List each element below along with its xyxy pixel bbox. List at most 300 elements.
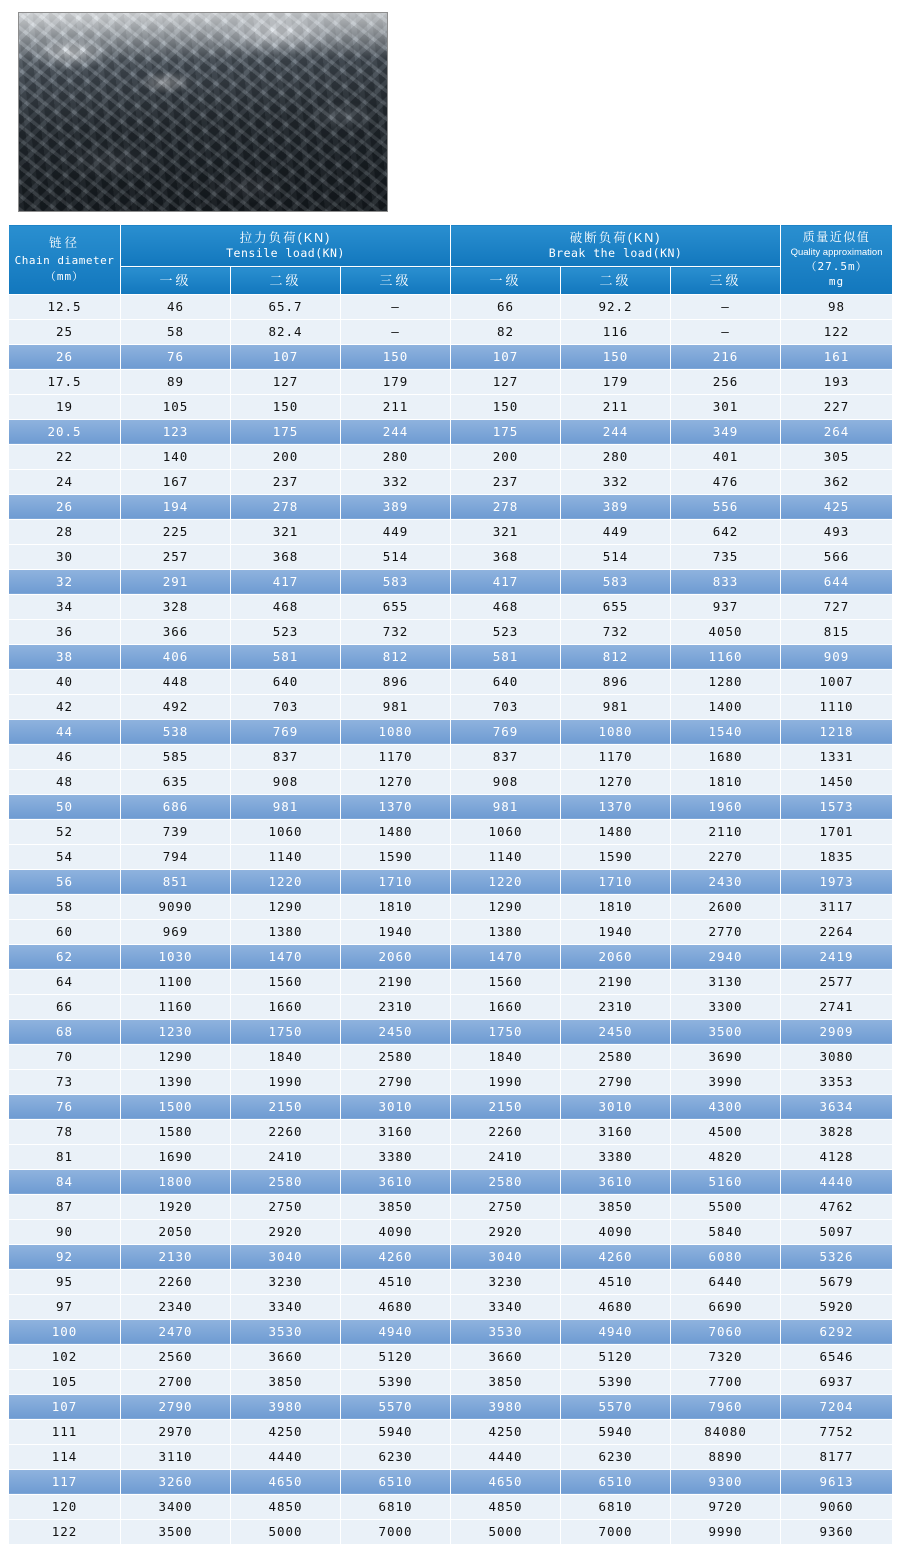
cell-value: 2450 — [341, 1019, 451, 1044]
cell-chain-diameter: 114 — [9, 1444, 121, 1469]
cell-value: 2470 — [121, 1319, 231, 1344]
cell-value: – — [671, 294, 781, 319]
cell-value: 5570 — [341, 1394, 451, 1419]
cell-value: 237 — [231, 469, 341, 494]
cell-value: 1480 — [561, 819, 671, 844]
cell-value: 4128 — [781, 1144, 893, 1169]
cell-value: 2110 — [671, 819, 781, 844]
cell-value: 448 — [121, 669, 231, 694]
cell-chain-diameter: 105 — [9, 1369, 121, 1394]
cell-value: 3040 — [231, 1244, 341, 1269]
cell-value: 175 — [231, 419, 341, 444]
cell-value: 7960 — [671, 1394, 781, 1419]
cell-value: 2790 — [561, 1069, 671, 1094]
cell-value: 9990 — [671, 1519, 781, 1544]
cell-value: 3828 — [781, 1119, 893, 1144]
cell-value: 2190 — [561, 969, 671, 994]
cell-value: 1680 — [671, 744, 781, 769]
cell-value: 2270 — [671, 844, 781, 869]
cell-chain-diameter: 120 — [9, 1494, 121, 1519]
header-breaking-grade-3: 三级 — [671, 267, 781, 294]
header-tensile-load-cn: 拉力负荷(KN) — [239, 230, 332, 245]
cell-value: 1270 — [561, 769, 671, 794]
cell-value: 216 — [671, 344, 781, 369]
table-row — [9, 1044, 893, 1069]
cell-chain-diameter: 97 — [9, 1294, 121, 1319]
cell-value: 321 — [451, 519, 561, 544]
cell-value: 981 — [451, 794, 561, 819]
cell-chain-diameter: 111 — [9, 1419, 121, 1444]
cell-chain-diameter: 66 — [9, 994, 121, 1019]
cell-value: 727 — [781, 594, 893, 619]
cell-value: 1590 — [561, 844, 671, 869]
cell-chain-diameter: 54 — [9, 844, 121, 869]
cell-value: 3040 — [451, 1244, 561, 1269]
cell-value: 9090 — [121, 894, 231, 919]
cell-chain-diameter: 81 — [9, 1144, 121, 1169]
cell-value: 107 — [231, 344, 341, 369]
cell-value: 76 — [121, 344, 231, 369]
cell-value: 6546 — [781, 1344, 893, 1369]
table-row — [9, 794, 893, 819]
cell-value: 492 — [121, 694, 231, 719]
table-row — [9, 894, 893, 919]
cell-chain-diameter: 17.5 — [9, 369, 121, 394]
cell-value: 2700 — [121, 1369, 231, 1394]
table-row — [9, 1144, 893, 1169]
cell-value: 7060 — [671, 1319, 781, 1344]
cell-value: 2060 — [561, 944, 671, 969]
cell-value: 1380 — [451, 919, 561, 944]
cell-chain-diameter: 32 — [9, 569, 121, 594]
cell-value: 1270 — [341, 769, 451, 794]
cell-value: 1110 — [781, 694, 893, 719]
cell-value: 368 — [451, 544, 561, 569]
cell-value: 635 — [121, 769, 231, 794]
cell-value: 417 — [451, 569, 561, 594]
header-quality-cn: 质量近似值 — [802, 230, 871, 244]
table-row — [9, 294, 893, 319]
table-row — [9, 919, 893, 944]
cell-value: 1290 — [121, 1044, 231, 1069]
cell-value: 769 — [231, 719, 341, 744]
cell-value: 84080 — [671, 1419, 781, 1444]
cell-value: 908 — [451, 769, 561, 794]
cell-value: 46 — [121, 294, 231, 319]
table-row — [9, 869, 893, 894]
table-row — [9, 619, 893, 644]
table-row — [9, 1394, 893, 1419]
cell-value: 116 — [561, 319, 671, 344]
cell-value: 4050 — [671, 619, 781, 644]
table-row — [9, 444, 893, 469]
cell-value: 523 — [231, 619, 341, 644]
cell-value: 305 — [781, 444, 893, 469]
cell-value: 65.7 — [231, 294, 341, 319]
table-row — [9, 644, 893, 669]
cell-value: 2060 — [341, 944, 451, 969]
cell-value: 3634 — [781, 1094, 893, 1119]
cell-value: 1170 — [561, 744, 671, 769]
cell-value: 6810 — [561, 1494, 671, 1519]
cell-chain-diameter: 12.5 — [9, 294, 121, 319]
cell-value: 7204 — [781, 1394, 893, 1419]
header-quality-approximation — [781, 225, 893, 295]
cell-value: 2577 — [781, 969, 893, 994]
cell-value: 4820 — [671, 1144, 781, 1169]
cell-value: 278 — [231, 494, 341, 519]
cell-value: 5000 — [451, 1519, 561, 1544]
table-row — [9, 519, 893, 544]
cell-value: 417 — [231, 569, 341, 594]
cell-value: 4500 — [671, 1119, 781, 1144]
cell-value: 4680 — [341, 1294, 451, 1319]
cell-value: 58 — [121, 319, 231, 344]
cell-value: 8890 — [671, 1444, 781, 1469]
product-photo — [18, 12, 388, 212]
cell-value: 1370 — [561, 794, 671, 819]
cell-value: 851 — [121, 869, 231, 894]
table-row — [9, 1519, 893, 1544]
cell-value: 4680 — [561, 1294, 671, 1319]
cell-value: 82.4 — [231, 319, 341, 344]
cell-value: 1060 — [231, 819, 341, 844]
cell-value: 1940 — [341, 919, 451, 944]
header-chain-diameter-unit: （mm） — [44, 269, 85, 283]
cell-value: 2580 — [341, 1044, 451, 1069]
cell-chain-diameter: 92 — [9, 1244, 121, 1269]
header-breaking-load — [451, 225, 781, 267]
cell-value: 7752 — [781, 1419, 893, 1444]
header-quality-en: Quality approximation — [790, 246, 883, 258]
cell-value: 332 — [341, 469, 451, 494]
cell-value: 1840 — [451, 1044, 561, 1069]
cell-value: 3530 — [451, 1319, 561, 1344]
table-row — [9, 494, 893, 519]
cell-value: 278 — [451, 494, 561, 519]
cell-value: 585 — [121, 744, 231, 769]
cell-value: 1940 — [561, 919, 671, 944]
cell-value: 425 — [781, 494, 893, 519]
cell-value: 1660 — [451, 994, 561, 1019]
cell-value: 4850 — [451, 1494, 561, 1519]
table-row — [9, 844, 893, 869]
cell-value: 6510 — [561, 1469, 671, 1494]
cell-value: 8177 — [781, 1444, 893, 1469]
cell-value: 2310 — [561, 994, 671, 1019]
cell-value: 244 — [561, 419, 671, 444]
cell-value: 556 — [671, 494, 781, 519]
cell-value: 2260 — [451, 1119, 561, 1144]
header-breaking-load-en: Break the load(KN) — [548, 246, 683, 261]
cell-value: 1400 — [671, 694, 781, 719]
table-row — [9, 369, 893, 394]
cell-value: 3980 — [451, 1394, 561, 1419]
cell-value: 150 — [341, 344, 451, 369]
cell-value: 161 — [781, 344, 893, 369]
cell-value: 150 — [451, 394, 561, 419]
cell-value: 2050 — [121, 1219, 231, 1244]
cell-value: 735 — [671, 544, 781, 569]
cell-value: 769 — [451, 719, 561, 744]
cell-value: 98 — [781, 294, 893, 319]
cell-value: 3080 — [781, 1044, 893, 1069]
cell-value: 406 — [121, 644, 231, 669]
cell-value: 981 — [341, 694, 451, 719]
cell-value: 4300 — [671, 1094, 781, 1119]
cell-chain-diameter: 26 — [9, 344, 121, 369]
cell-value: 514 — [341, 544, 451, 569]
cell-value: 5500 — [671, 1194, 781, 1219]
cell-value: 2909 — [781, 1019, 893, 1044]
table-row — [9, 994, 893, 1019]
cell-value: 2580 — [451, 1169, 561, 1194]
cell-value: 1750 — [451, 1019, 561, 1044]
cell-value: 5120 — [561, 1344, 671, 1369]
cell-value: 1080 — [341, 719, 451, 744]
cell-chain-diameter: 22 — [9, 444, 121, 469]
cell-value: 1160 — [671, 644, 781, 669]
cell-value: 194 — [121, 494, 231, 519]
cell-value: 1290 — [451, 894, 561, 919]
cell-chain-diameter: 46 — [9, 744, 121, 769]
header-breaking-grade-2: 二级 — [561, 267, 671, 294]
cell-value: 179 — [561, 369, 671, 394]
cell-value: 4650 — [231, 1469, 341, 1494]
cell-value: 566 — [781, 544, 893, 569]
cell-value: 66 — [451, 294, 561, 319]
cell-value: 1920 — [121, 1194, 231, 1219]
cell-value: 837 — [451, 744, 561, 769]
cell-value: 1573 — [781, 794, 893, 819]
cell-value: 7000 — [341, 1519, 451, 1544]
cell-value: 2190 — [341, 969, 451, 994]
cell-value: 7700 — [671, 1369, 781, 1394]
cell-value: 280 — [561, 444, 671, 469]
cell-value: 368 — [231, 544, 341, 569]
cell-value: 703 — [231, 694, 341, 719]
cell-value: 1560 — [231, 969, 341, 994]
cell-value: 583 — [561, 569, 671, 594]
table-row — [9, 819, 893, 844]
table-head — [9, 225, 893, 295]
cell-value: 1960 — [671, 794, 781, 819]
cell-value: 211 — [341, 394, 451, 419]
cell-value: 9613 — [781, 1469, 893, 1494]
cell-value: 167 — [121, 469, 231, 494]
cell-chain-diameter: 36 — [9, 619, 121, 644]
cell-value: 514 — [561, 544, 671, 569]
table-row — [9, 1019, 893, 1044]
cell-value: 3850 — [231, 1369, 341, 1394]
cell-value: 328 — [121, 594, 231, 619]
cell-value: 280 — [341, 444, 451, 469]
cell-value: 2130 — [121, 1244, 231, 1269]
cell-value: 3530 — [231, 1319, 341, 1344]
cell-value: 6937 — [781, 1369, 893, 1394]
cell-value: 2790 — [121, 1394, 231, 1419]
cell-value: 9720 — [671, 1494, 781, 1519]
cell-value: 105 — [121, 394, 231, 419]
table-row — [9, 1469, 893, 1494]
cell-value: 1990 — [231, 1069, 341, 1094]
cell-chain-diameter: 117 — [9, 1469, 121, 1494]
cell-value: 1140 — [451, 844, 561, 869]
cell-chain-diameter: 24 — [9, 469, 121, 494]
cell-chain-diameter: 25 — [9, 319, 121, 344]
cell-value: 6230 — [341, 1444, 451, 1469]
cell-value: 6810 — [341, 1494, 451, 1519]
table-row — [9, 669, 893, 694]
cell-value: 3110 — [121, 1444, 231, 1469]
cell-value: 476 — [671, 469, 781, 494]
cell-value: 1701 — [781, 819, 893, 844]
cell-value: 401 — [671, 444, 781, 469]
cell-value: 1170 — [341, 744, 451, 769]
cell-value: 3850 — [561, 1194, 671, 1219]
cell-value: 2560 — [121, 1344, 231, 1369]
cell-value: 812 — [561, 644, 671, 669]
cell-value: 583 — [341, 569, 451, 594]
cell-value: 3500 — [121, 1519, 231, 1544]
cell-value: 5000 — [231, 1519, 341, 1544]
cell-value: 9300 — [671, 1469, 781, 1494]
cell-value: 837 — [231, 744, 341, 769]
cell-value: 1218 — [781, 719, 893, 744]
cell-value: 6690 — [671, 1294, 781, 1319]
cell-value: 4510 — [561, 1269, 671, 1294]
cell-chain-diameter: 68 — [9, 1019, 121, 1044]
cell-value: 1480 — [341, 819, 451, 844]
cell-value: 1810 — [671, 769, 781, 794]
cell-value: 2410 — [451, 1144, 561, 1169]
cell-value: 140 — [121, 444, 231, 469]
cell-value: 3010 — [561, 1094, 671, 1119]
cell-value: 1835 — [781, 844, 893, 869]
cell-chain-diameter: 62 — [9, 944, 121, 969]
cell-value: 2770 — [671, 919, 781, 944]
cell-value: 1140 — [231, 844, 341, 869]
cell-value: 640 — [231, 669, 341, 694]
cell-value: 3500 — [671, 1019, 781, 1044]
cell-value: 642 — [671, 519, 781, 544]
cell-value: 1690 — [121, 1144, 231, 1169]
cell-value: 366 — [121, 619, 231, 644]
cell-value: 655 — [561, 594, 671, 619]
cell-value: 1030 — [121, 944, 231, 969]
header-quality-unit: （27.5m） — [805, 260, 868, 274]
cell-value: 909 — [781, 644, 893, 669]
cell-value: 493 — [781, 519, 893, 544]
cell-value: 175 — [451, 419, 561, 444]
cell-value: 2580 — [561, 1044, 671, 1069]
cell-value: 179 — [341, 369, 451, 394]
cell-value: 3230 — [231, 1269, 341, 1294]
cell-value: 981 — [231, 794, 341, 819]
cell-value: 1710 — [341, 869, 451, 894]
cell-value: 1160 — [121, 994, 231, 1019]
header-tensile-load — [121, 225, 451, 267]
cell-value: 301 — [671, 394, 781, 419]
cell-value: 6440 — [671, 1269, 781, 1294]
header-tensile-grade-1: 一级 — [121, 267, 231, 294]
cell-value: 6080 — [671, 1244, 781, 1269]
cell-chain-diameter: 107 — [9, 1394, 121, 1419]
cell-value: 1220 — [231, 869, 341, 894]
cell-value: 1810 — [561, 894, 671, 919]
cell-value: – — [671, 319, 781, 344]
cell-value: 1590 — [341, 844, 451, 869]
cell-value: 5160 — [671, 1169, 781, 1194]
cell-value: 3990 — [671, 1069, 781, 1094]
cell-value: 1710 — [561, 869, 671, 894]
cell-value: 833 — [671, 569, 781, 594]
cell-value: 5326 — [781, 1244, 893, 1269]
header-chain-diameter — [9, 225, 121, 295]
cell-value: 4940 — [341, 1319, 451, 1344]
cell-value: 1560 — [451, 969, 561, 994]
cell-value: 1390 — [121, 1069, 231, 1094]
cell-value: 1060 — [451, 819, 561, 844]
cell-value: 4850 — [231, 1494, 341, 1519]
cell-value: 3160 — [341, 1119, 451, 1144]
cell-value: 9060 — [781, 1494, 893, 1519]
cell-value: – — [341, 294, 451, 319]
cell-value: 703 — [451, 694, 561, 719]
table-row — [9, 1419, 893, 1444]
cell-value: 1500 — [121, 1094, 231, 1119]
table-row — [9, 1069, 893, 1094]
cell-value: 244 — [341, 419, 451, 444]
cell-value: 3353 — [781, 1069, 893, 1094]
cell-value: 1540 — [671, 719, 781, 744]
cell-value: 1280 — [671, 669, 781, 694]
header-row-groups — [9, 225, 893, 267]
cell-value: 127 — [231, 369, 341, 394]
table-row — [9, 594, 893, 619]
cell-chain-diameter: 50 — [9, 794, 121, 819]
cell-value: 732 — [561, 619, 671, 644]
cell-value: 1810 — [341, 894, 451, 919]
cell-value: 981 — [561, 694, 671, 719]
cell-value: 1840 — [231, 1044, 341, 1069]
cell-chain-diameter: 100 — [9, 1319, 121, 1344]
cell-value: 211 — [561, 394, 671, 419]
cell-chain-diameter: 40 — [9, 669, 121, 694]
cell-value: 1470 — [451, 944, 561, 969]
cell-chain-diameter: 30 — [9, 544, 121, 569]
cell-value: 1331 — [781, 744, 893, 769]
cell-value: 3690 — [671, 1044, 781, 1069]
cell-value: 2150 — [451, 1094, 561, 1119]
table-row — [9, 1369, 893, 1394]
cell-chain-diameter: 60 — [9, 919, 121, 944]
cell-value: 7000 — [561, 1519, 671, 1544]
table-row — [9, 1169, 893, 1194]
cell-value: 2750 — [231, 1194, 341, 1219]
cell-value: 4650 — [451, 1469, 561, 1494]
cell-value: 686 — [121, 794, 231, 819]
cell-value: 264 — [781, 419, 893, 444]
cell-value: 4510 — [341, 1269, 451, 1294]
cell-value: 1007 — [781, 669, 893, 694]
cell-chain-diameter: 48 — [9, 769, 121, 794]
cell-value: 2600 — [671, 894, 781, 919]
table-row — [9, 344, 893, 369]
cell-value: 227 — [781, 394, 893, 419]
cell-value: 3340 — [451, 1294, 561, 1319]
table-row — [9, 1219, 893, 1244]
